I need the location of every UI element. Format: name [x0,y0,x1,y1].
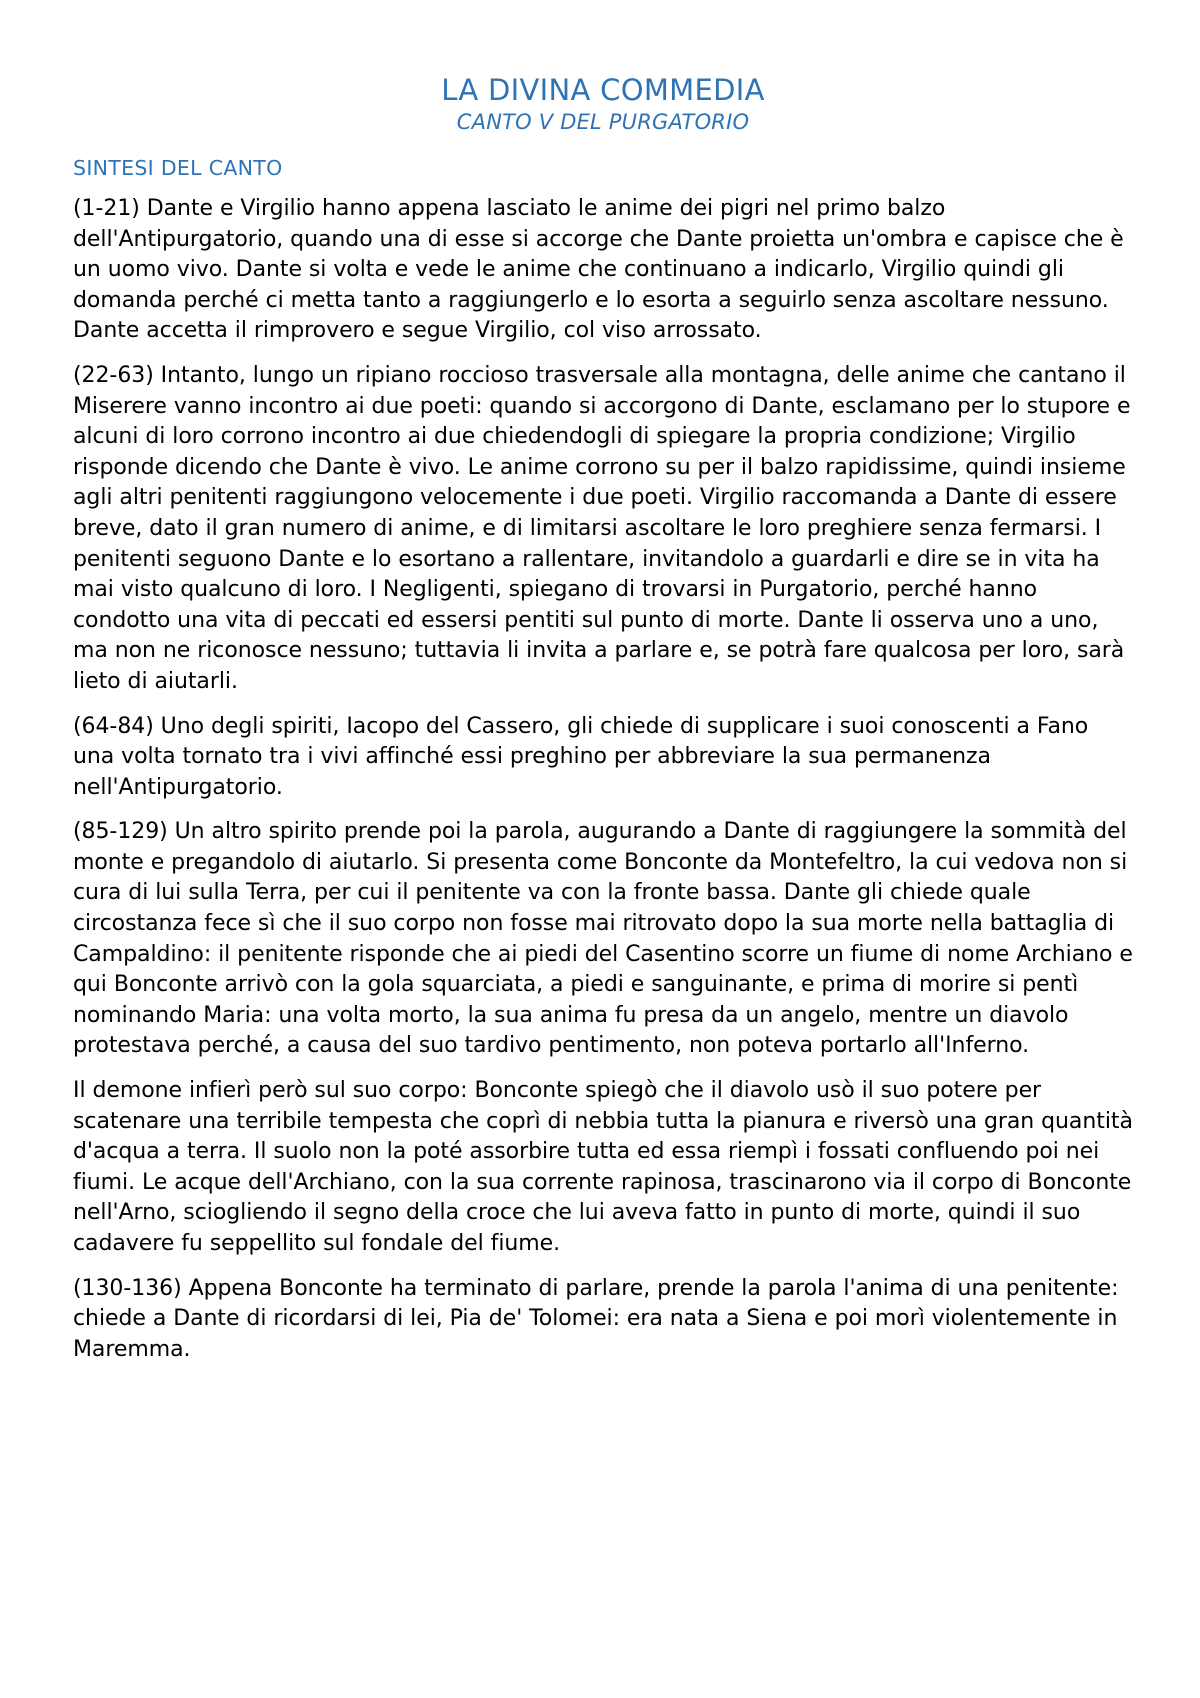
paragraph-lines-85-129: (85-129) Un altro spirito prende poi la parola, augurando a Dante di raggiungere la sommità del monte e pregandolo di aiutarlo. Si presenta come Bonconte da Montefeltro, la cui vedova non si cura di lui sulla Terra, per cui il penitente va con la fronte bassa. Dante gli chiede quale circostanza fece sì che il suo corpo non fosse mai ritrovato dopo la sua morte nella battaglia di Campaldino: il penitente risponde che ai piedi del Casentino scorre un fiume di nome Archiano e qui Bonconte arrivò con la gola squarciata, a piedi e sanguinante, e prima di morire si pentì nominando Maria: una volta morto, la sua anima fu presa da un angelo, mentre un diavolo protestava perché, a causa del suo tardivo pentimento, non poteva portarlo all'Inferno. [73,819,1133,1059]
paragraph-lines-22-63: (22-63) Intanto, lungo un ripiano roccioso trasversale alla montagna, delle anime che cantano il Miserere vanno incontro ai due poeti: quando si accorgono di Dante, esclamano per lo stupore e alcuni di loro corrono incontro ai due chiedendogli di spiegare la propria condizione; Virgilio risponde dicendo che Dante è vivo. Le anime corrono su per il balzo rapidissime, quindi insieme agli altri penitenti raggiungono velocemente i due poeti. Virgilio raccomanda a Dante di essere breve, dato il gran numero di anime, e di limitarsi ascoltare le loro preghiere senza fermarsi. I penitenti seguono Dante e lo esortano a rallentare, invitandolo a guardarli e dire se in vita ha mai visto qualcuno di loro. I Negligenti, spiegano di trovarsi in Purgatorio, perché hanno condotto una vita di peccati ed essersi pentiti sul punto di morte. Dante li osserva uno a uno, ma non ne riconosce nessuno; tuttavia li invita a parlare e, se potrà fare qualcosa per loro, sarà lieto di aiutarli. [73,362,1131,694]
paragraph-lines-130-136: (130-136) Appena Bonconte ha terminato di parlare, prende la parola l'anima di una penitente: chiede a Dante di ricordarsi di lei, Pia de' Tolomei: era nata a Siena e poi morì violentemente in Maremma. [73,1275,1119,1362]
document-title: LA DIVINA COMMEDIA [441,73,765,107]
paragraph-lines-1-21: (1-21) Dante e Virgilio hanno appena lasciato le anime dei pigri nel primo balzo dell'Antipurgatorio, quando una di esse si accorge che Dante proietta un'ombra e capisce che è un uomo vivo. Dante si volta e vede le anime che continuano a indicarlo, Virgilio quindi gli domanda perché ci metta tanto a raggiungerlo e lo esorta a seguirlo senza ascoltare nessuno. Dante accetta il rimprovero e segue Virgilio, col viso arrossato. [73,196,1124,344]
paragraph-demone: Il demone infierì però sul suo corpo: Bonconte spiegò che il diavolo usò il suo potere per scatenare una terribile tempesta che coprì di nebbia tutta la pianura e riversò una gran quantità d'acqua a terra. Il suolo non la poté assorbire tutta ed essa riempì i fossati confluendo poi nei fiumi. Le acque dell'Archiano, con la sua corrente rapinosa, trascinarono via il corpo di Bonconte nell'Arno, sciogliendo il segno della croce che lui aveva fatto in punto di morte, quindi il suo cadavere fu seppellito sul fondale del fiume. [73,1078,1133,1256]
document-page [73,72,1133,1379]
section-heading: SINTESI DEL CANTO [73,156,283,180]
document-subtitle: CANTO V DEL PURGATORIO [456,110,750,134]
paragraph-lines-64-84: (64-84) Uno degli spiriti, Iacopo del Cassero, gli chiede di supplicare i suoi conoscenti a Fano una volta tornato tra i vivi affinché essi preghino per abbreviare la sua permanenza nell'Antipurgatorio. [73,713,1089,800]
